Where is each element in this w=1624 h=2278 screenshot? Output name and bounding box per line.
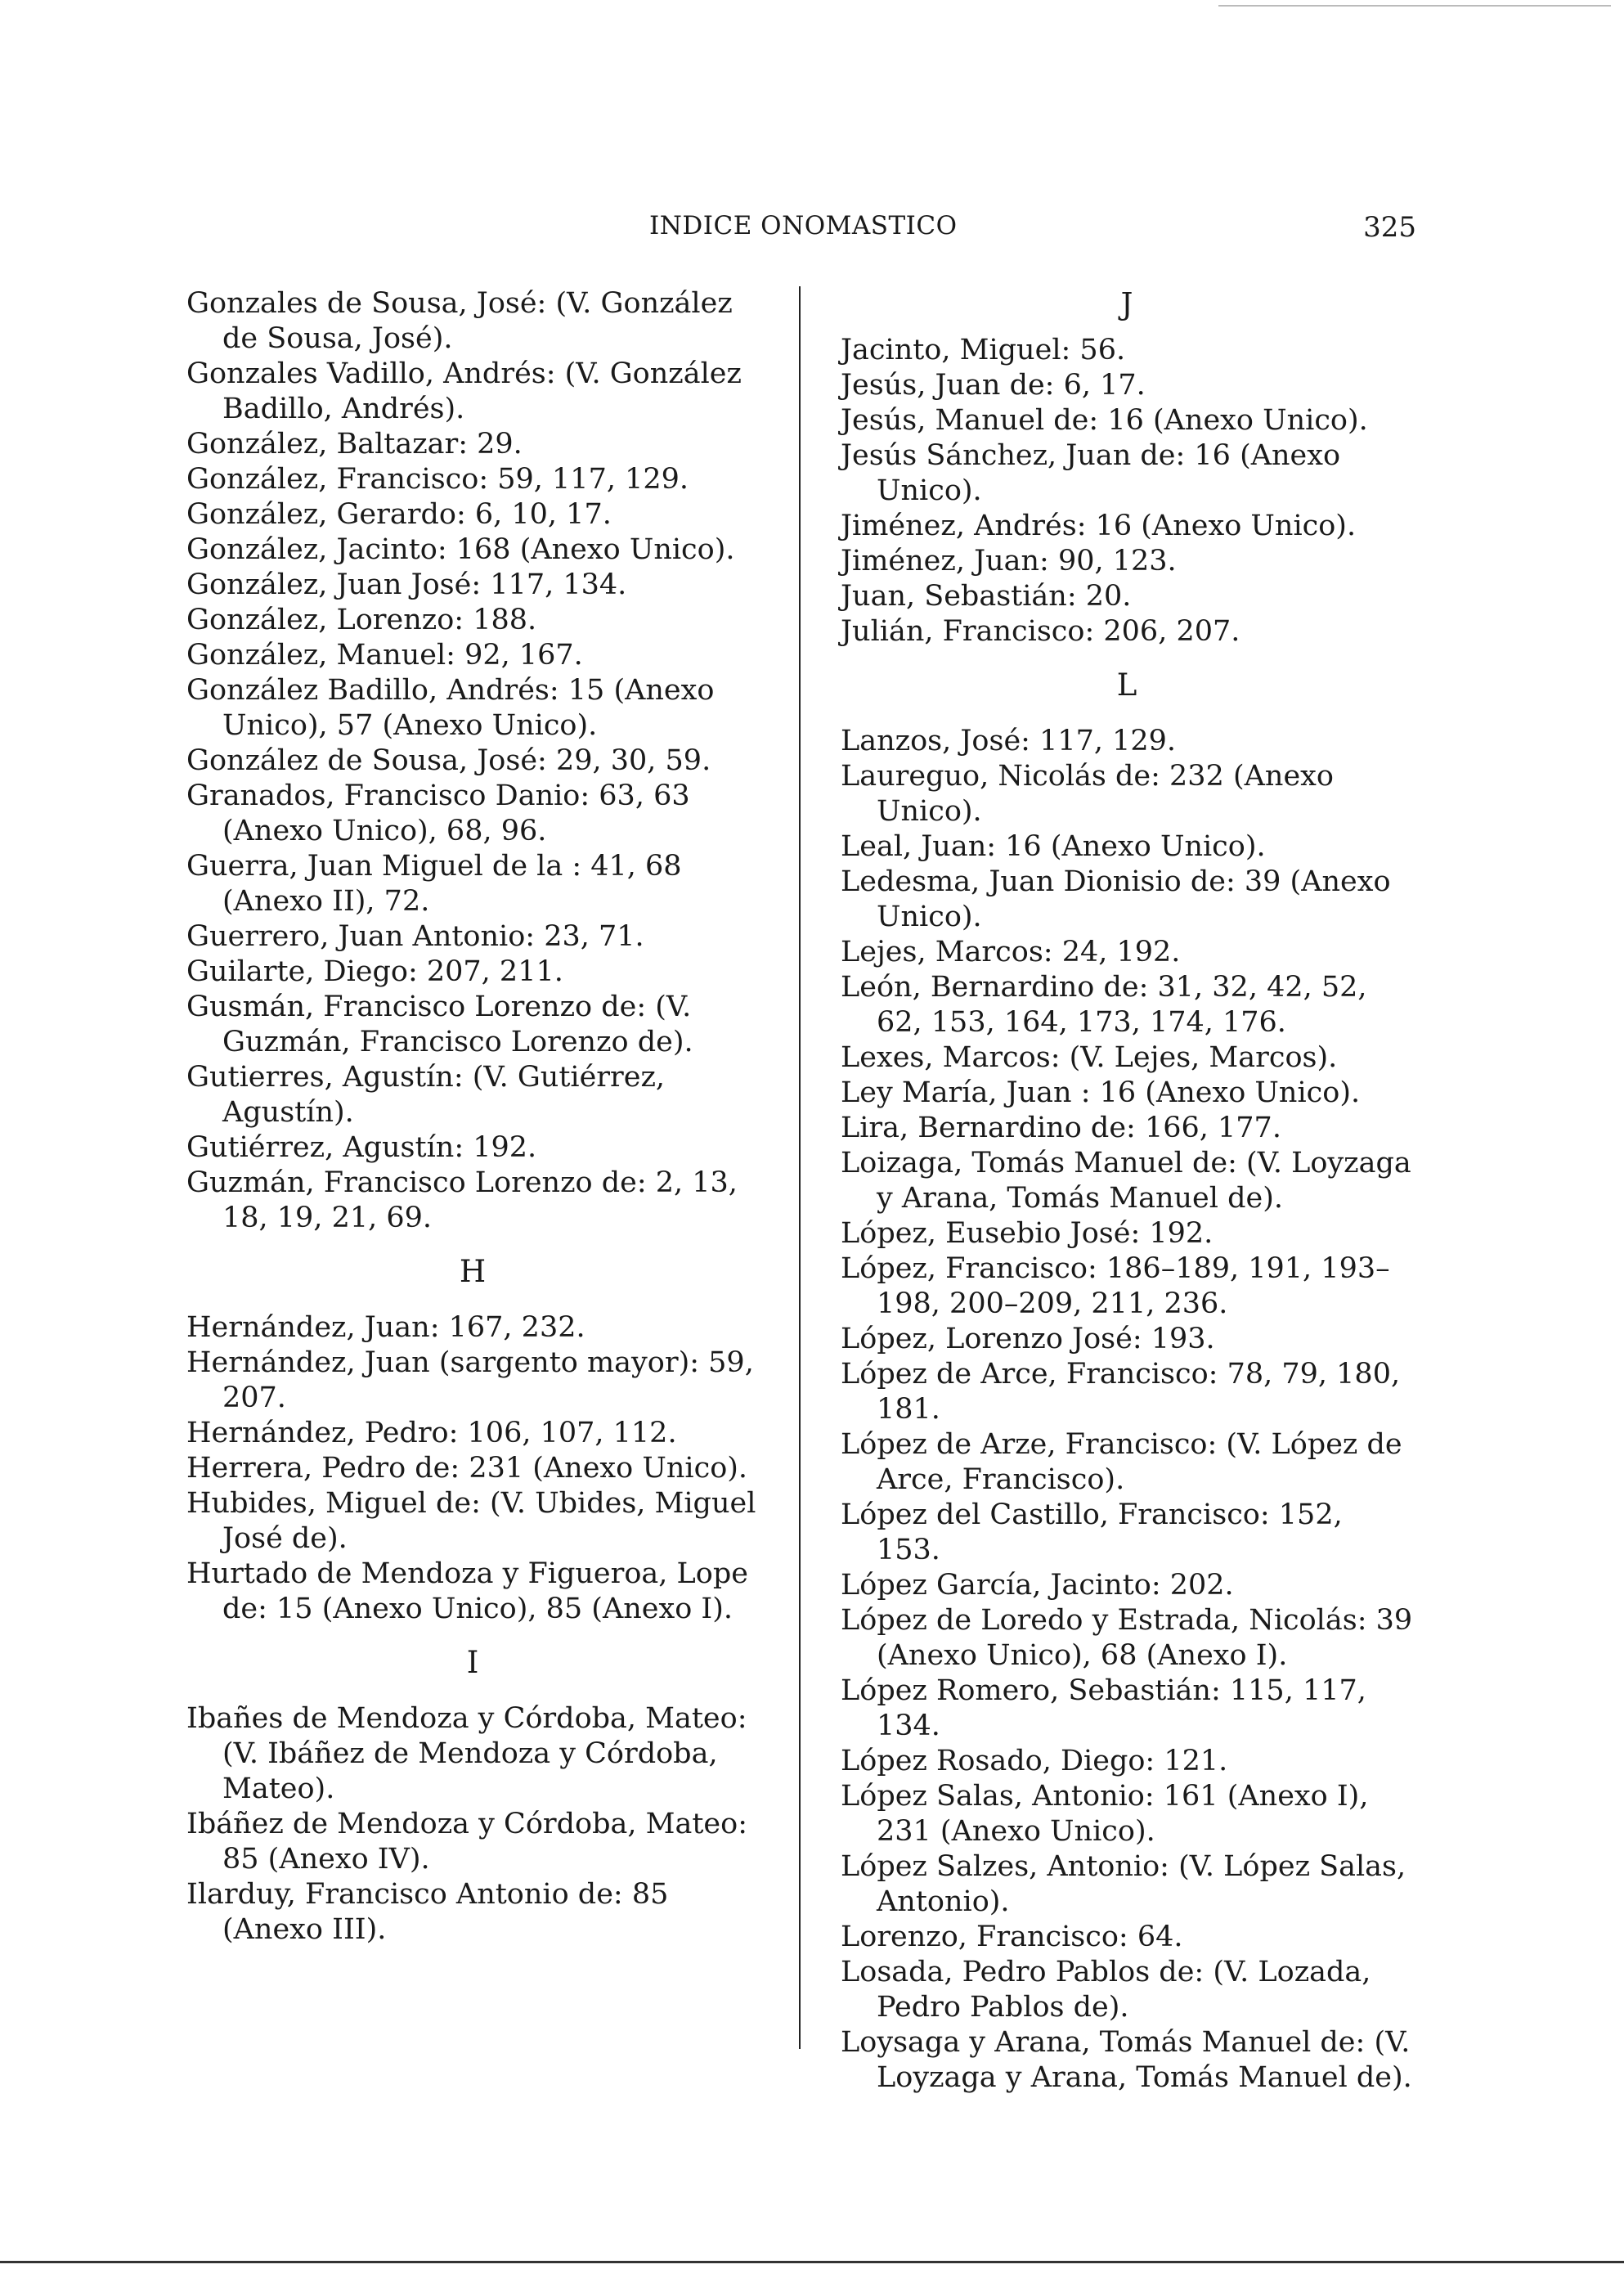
- index-entry: Loysaga y Arana, Tomás Manuel de: (V. Loyzaga y Arana, Tomás Manuel de).: [841, 2026, 1412, 2094]
- index-entry: Gonzales Vadillo, Andrés: (V. González Badillo, Andrés).: [186, 357, 742, 425]
- index-entry: González, Lorenzo: 188.: [186, 604, 537, 636]
- right-column: [841, 286, 1413, 2096]
- index-entry: Jesús, Manuel de: 16 (Anexo Unico).: [841, 404, 1368, 437]
- entries-l: [841, 724, 1413, 2096]
- index-entry: López Romero, Sebastián: 115, 117, 134.: [841, 1674, 1366, 1742]
- index-entry: López del Castillo, Francisco: 152, 153.: [841, 1498, 1343, 1566]
- entries-g: [186, 286, 759, 1236]
- index-entry: Ley María, Juan : 16 (Anexo Unico).: [841, 1076, 1361, 1109]
- index-entry: Hernández, Pedro: 106, 107, 112.: [186, 1417, 677, 1449]
- index-entry: López de Loredo y Estrada, Nicolás: 39 (Anexo Unico), 68 (Anexo I).: [841, 1604, 1413, 1672]
- index-entry: López, Eusebio José: 192.: [841, 1217, 1214, 1250]
- index-entry: López de Arce, Francisco: 78, 79, 180, 181.: [841, 1358, 1401, 1426]
- index-entry: Hurtado de Mendoza y Figueroa, Lope de: 15 (Anexo Unico), 85 (Anexo I).: [186, 1557, 748, 1625]
- index-entry: Leal, Juan: 16 (Anexo Unico).: [841, 830, 1266, 863]
- index-entry: Granados, Francisco Danio: 63, 63 (Anexo Unico), 68, 96.: [186, 780, 690, 847]
- index-entry: Herrera, Pedro de: 231 (Anexo Unico).: [186, 1452, 748, 1485]
- index-entry: Guilarte, Diego: 207, 211.: [186, 955, 563, 988]
- index-entry: López García, Jacinto: 202.: [841, 1569, 1234, 1602]
- index-entry: Gusmán, Francisco Lorenzo de: (V. Guzmán, Francisco Lorenzo de).: [186, 991, 693, 1058]
- index-entry: González Badillo, Andrés: 15 (Anexo Unico), 57 (Anexo Unico).: [186, 674, 715, 742]
- column-divider: [799, 286, 801, 2049]
- index-entry: López Salas, Antonio: 161 (Anexo I), 231 (Anexo Unico).: [841, 1780, 1369, 1848]
- index-entry: Losada, Pedro Pablos de: (V. Lozada, Pedro Pablos de).: [841, 1956, 1371, 2024]
- scan-bottom-edge-line: [0, 2261, 1624, 2263]
- index-entry: León, Bernardino de: 31, 32, 42, 52, 62, 153, 164, 173, 174, 176.: [841, 971, 1367, 1039]
- section-letter-j: J: [1120, 286, 1133, 321]
- index-entry: Lorenzo, Francisco: 64.: [841, 1921, 1183, 1953]
- index-entry: González de Sousa, José: 29, 30, 59.: [186, 744, 711, 777]
- index-entry: Gonzales de Sousa, José: (V. González de Sousa, José).: [186, 287, 733, 355]
- index-entry: Jiménez, Andrés: 16 (Anexo Unico).: [841, 510, 1357, 542]
- index-entry: Gutierres, Agustín: (V. Gutiérrez, Agustín).: [186, 1061, 666, 1129]
- index-entry: López Rosado, Diego: 121.: [841, 1745, 1228, 1777]
- index-entry: Guerra, Juan Miguel de la : 41, 68 (Anexo II), 72.: [186, 850, 682, 918]
- index-entry: Hernández, Juan: 167, 232.: [186, 1311, 585, 1344]
- index-entry: Ibañes de Mendoza y Córdoba, Mateo: (V. Ibáñez de Mendoza y Córdoba, Mateo).: [186, 1702, 747, 1805]
- index-entry: Laureguo, Nicolás de: 232 (Anexo Unico).: [841, 760, 1334, 828]
- index-entry: López, Francisco: 186–189, 191, 193–198, 200–209, 211, 236.: [841, 1252, 1390, 1320]
- index-entry: Ledesma, Juan Dionisio de: 39 (Anexo Unico).: [841, 865, 1391, 933]
- index-entry: Juan, Sebastián: 20.: [841, 580, 1132, 613]
- scan-top-edge-line: [1218, 5, 1611, 7]
- index-entry: Lanzos, José: 117, 129.: [841, 725, 1177, 757]
- index-entry: Ibáñez de Mendoza y Córdoba, Mateo: 85 (Anexo IV).: [186, 1808, 747, 1876]
- entries-h: [186, 1310, 759, 1627]
- left-column: [186, 286, 759, 1948]
- index-entry: González, Juan José: 117, 134.: [186, 568, 627, 601]
- index-entry: Jiménez, Juan: 90, 123.: [841, 545, 1177, 577]
- index-entry: Guzmán, Francisco Lorenzo de: 2, 13, 18, 19, 21, 69.: [186, 1166, 738, 1234]
- index-entry: González, Baltazar: 29.: [186, 428, 523, 461]
- index-entry: Hubides, Miguel de: (V. Ubides, Miguel José de).: [186, 1487, 756, 1555]
- index-entry: Lexes, Marcos: (V. Lejes, Marcos).: [841, 1041, 1338, 1074]
- entries-i: [186, 1701, 759, 1948]
- section-letter-i: I: [466, 1645, 479, 1680]
- index-entry: Julián, Francisco: 206, 207.: [841, 615, 1240, 648]
- section-letter-h: H: [459, 1254, 487, 1289]
- page-number: 325: [1363, 211, 1416, 244]
- index-entry: Ilarduy, Francisco Antonio de: 85 (Anexo III).: [186, 1878, 669, 1946]
- index-entry: Jesús, Juan de: 6, 17.: [841, 369, 1146, 402]
- index-entry: Hernández, Juan (sargento mayor): 59, 207.: [186, 1346, 754, 1414]
- index-entry: González, Francisco: 59, 117, 129.: [186, 463, 689, 496]
- index-entry: López de Arze, Francisco: (V. López de Arce, Francisco).: [841, 1428, 1402, 1496]
- index-entry: Lejes, Marcos: 24, 192.: [841, 936, 1181, 968]
- index-entry: López Salzes, Antonio: (V. López Salas, Antonio).: [841, 1850, 1406, 1918]
- section-letter-l: L: [1116, 667, 1137, 703]
- index-entry: Jacinto, Miguel: 56.: [841, 334, 1126, 366]
- index-entry: Gutiérrez, Agustín: 192.: [186, 1131, 537, 1164]
- index-entry: Jesús Sánchez, Juan de: 16 (Anexo Unico).: [841, 439, 1341, 507]
- entries-j: [841, 333, 1413, 649]
- index-entry: González, Jacinto: 168 (Anexo Unico).: [186, 533, 735, 566]
- index-entry: Loizaga, Tomás Manuel de: (V. Loyzaga y Arana, Tomás Manuel de).: [841, 1147, 1411, 1215]
- index-entry: González, Gerardo: 6, 10, 17.: [186, 498, 612, 531]
- index-entry: Guerrero, Juan Antonio: 23, 71.: [186, 920, 644, 953]
- running-head: INDICE ONOMASTICO: [649, 211, 958, 240]
- index-entry: González, Manuel: 92, 167.: [186, 639, 583, 672]
- index-entry: Lira, Bernardino de: 166, 177.: [841, 1112, 1281, 1144]
- index-entry: López, Lorenzo José: 193.: [841, 1323, 1215, 1355]
